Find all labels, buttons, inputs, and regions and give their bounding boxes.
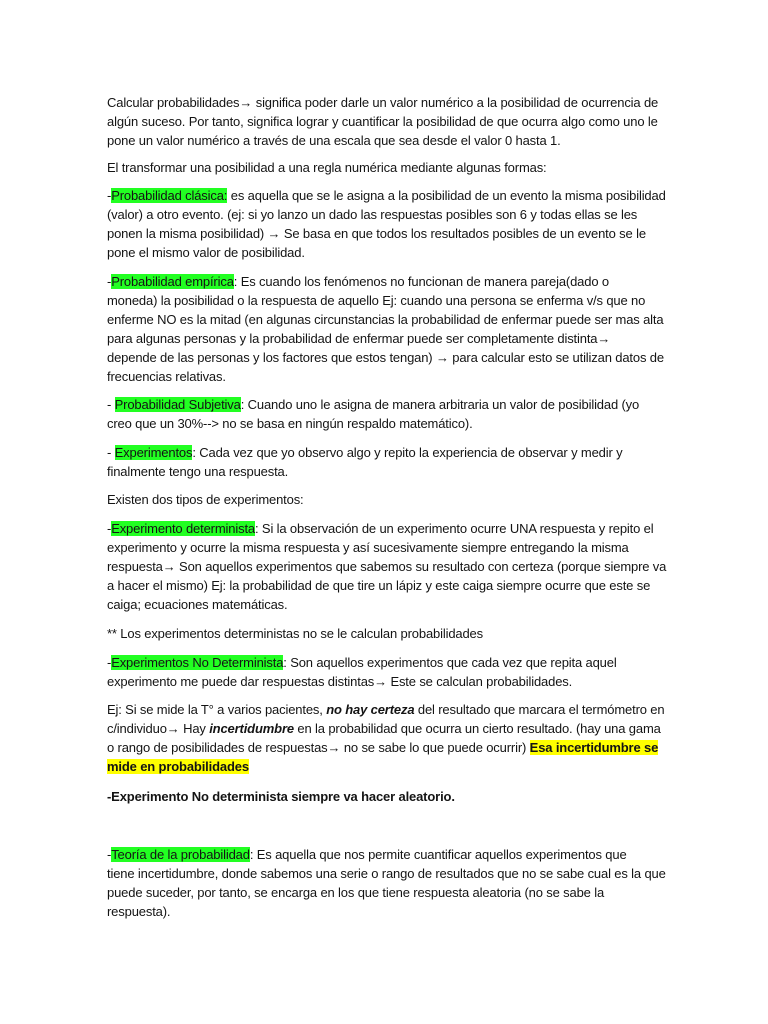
text-line: ponen la misma posibilidad) → Se basa en que todos los resultados posibles de un evento se le xyxy=(107,226,646,241)
text-span: : Es aquella que nos permite cuantificar aquellos experimentos que xyxy=(249,847,627,862)
text-line xyxy=(107,738,662,757)
highlighted-term: Experimentos No Determinista xyxy=(111,655,284,670)
paragraph-teoria-probabilidad xyxy=(107,845,666,921)
text-span: : Son aquellos experimentos que cada vez que repita aquel xyxy=(283,655,617,670)
text-line: pone el mismo valor de posibilidad. xyxy=(107,245,305,260)
paragraph-experimento-determinista xyxy=(107,519,667,614)
text-line: respuesta). xyxy=(107,904,171,919)
text-line: respuesta→ Son aquellos experimentos que sabemos su resultado con certeza (porque siempre va xyxy=(107,559,667,574)
highlighted-term: Probabilidad Subjetiva xyxy=(114,397,241,412)
text-line: depende de las personas y los factores que estos tengan) → para calcular esto se utilizan datos de xyxy=(107,350,664,365)
text-line: frecuencias relativas. xyxy=(107,369,226,384)
text-span: c/individuo→ Hay xyxy=(107,721,210,736)
paragraph-intro xyxy=(107,93,662,150)
text-line: enferme NO es la mitad (en algunas circunstancias la probabilidad de enfermar puede ser mas alta xyxy=(107,312,664,327)
highlighted-term: Teoría de la probabilidad xyxy=(111,847,250,862)
paragraph-experimentos-no-determinista xyxy=(107,653,662,691)
text-span: : Cada vez que yo observo algo y repito la experiencia de observar y medir y xyxy=(192,445,623,460)
text-line: ** Los experimentos deterministas no se le calculan probabilidades xyxy=(107,626,483,641)
text-line: (valor) a otro evento. (ej: si yo lanzo un dado las respuestas posibles son 6 y todas ellas se les xyxy=(107,207,638,222)
text-line: finalmente tengo una respuesta. xyxy=(107,464,289,479)
text-line: puede suceder, por tanto, se encarga en los que tiene respuesta aleatoria (no se sabe la xyxy=(107,885,605,900)
text-line xyxy=(107,395,662,414)
paragraph-probabilidad-clasica xyxy=(107,186,666,262)
text-line: caiga; ecuaciones matemáticas. xyxy=(107,597,288,612)
bullet-dash: - xyxy=(107,521,112,536)
text-span: es aquella que se le asigna a la posibilidad de un evento la misma posibilidad xyxy=(227,188,666,203)
text-line: a hacer el mismo) Ej: la probabilidad de que tire un lápiz y este caiga siempre ocurre que este se xyxy=(107,578,651,593)
text-line: El transformar una posibilidad a una regla numérica mediante algunas formas: xyxy=(107,160,547,175)
paragraph-probabilidad-empirica xyxy=(107,272,662,386)
highlighted-term: Experimentos xyxy=(114,445,193,460)
emphasis-text: no hay certeza xyxy=(326,702,415,717)
paragraph-aleatorio xyxy=(107,787,662,806)
text-line xyxy=(107,443,662,462)
bullet-dash: - xyxy=(107,847,112,862)
text-line xyxy=(107,653,662,672)
paragraph-experimentos xyxy=(107,443,662,481)
text-span: o rango de posibilidades de respuestas→ no se sabe lo que puede ocurrir) xyxy=(107,740,530,755)
text-span: : Cuando uno le asigna de manera arbitraria un valor de posibilidad (yo xyxy=(240,397,640,412)
paragraph-note-deterministas xyxy=(107,624,662,643)
text-span: del resultado que marcara el termómetro en xyxy=(414,702,665,717)
text-line xyxy=(107,700,665,719)
text-line: moneda) la posibilidad o la respuesta de aquello Ej: cuando una persona se enferma v/s que no xyxy=(107,293,646,308)
text-line: tiene incertidumbre, donde sabemos una serie o rango de resultados que no se sabe cual es la que xyxy=(107,866,666,881)
text-line xyxy=(107,519,662,538)
text-line: creo que un 30%--> no se basa en ningún respaldo matemático). xyxy=(107,416,473,431)
text-line: para algunas personas y la probabilidad de enfermar puede ser completamente distinta→ xyxy=(107,331,611,346)
text-span: Ej: Si se mide la T° a varios pacientes, xyxy=(107,702,327,717)
text-line xyxy=(107,757,662,776)
text-line: experimento me puede dar respuestas distintas→ Este se calculan probabilidades. xyxy=(107,674,573,689)
text-line: experimento y ocurre la misma respuesta y así sucesivamente siempre entregando la misma xyxy=(107,540,629,555)
paragraph-transform xyxy=(107,158,662,177)
text-line: Calcular probabilidades→ significa poder darle un valor numérico a la posibilidad de ocurrencia de xyxy=(107,95,659,110)
highlighted-term: Experimento determinista xyxy=(111,521,255,536)
text-line xyxy=(107,845,662,864)
highlighted-term: Probabilidad empírica xyxy=(111,274,234,289)
text-line: algún suceso. Por tanto, significa lograr y cuantificar la posibilidad de que ocurra algo como uno le xyxy=(107,114,658,129)
text-span: en la probabilidad que ocurra un cierto resultado. (hay una gama xyxy=(293,721,661,736)
highlighted-statement: mide en probabilidades xyxy=(107,759,249,774)
paragraph-probabilidad-subjetiva xyxy=(107,395,662,433)
text-line xyxy=(107,186,666,205)
bullet-dash: - xyxy=(107,274,112,289)
highlighted-statement: Esa incertidumbre se xyxy=(529,740,659,755)
bullet-dash: - xyxy=(107,445,115,460)
emphasis-text: incertidumbre xyxy=(209,721,294,736)
paragraph-ejemplo-temperatura xyxy=(107,700,665,776)
bullet-dash: - xyxy=(107,188,112,203)
text-span: : Es cuando los fenómenos no funcionan de manera pareja(dado o xyxy=(233,274,609,289)
paragraph-tipos xyxy=(107,490,662,509)
text-line: Existen dos tipos de experimentos: xyxy=(107,492,304,507)
bullet-dash: - xyxy=(107,397,115,412)
text-line: pone un valor numérico a través de una escala que sea desde el valor 0 hasta 1. xyxy=(107,133,561,148)
text-line xyxy=(107,719,662,738)
text-span: : Si la observación de un experimento ocurre UNA respuesta y repito el xyxy=(255,521,654,536)
bullet-dash: - xyxy=(107,655,112,670)
text-line: -Experimento No determinista siempre va hacer aleatorio. xyxy=(107,789,455,804)
text-line xyxy=(107,272,662,291)
highlighted-term: Probabilidad clásica: xyxy=(111,188,228,203)
